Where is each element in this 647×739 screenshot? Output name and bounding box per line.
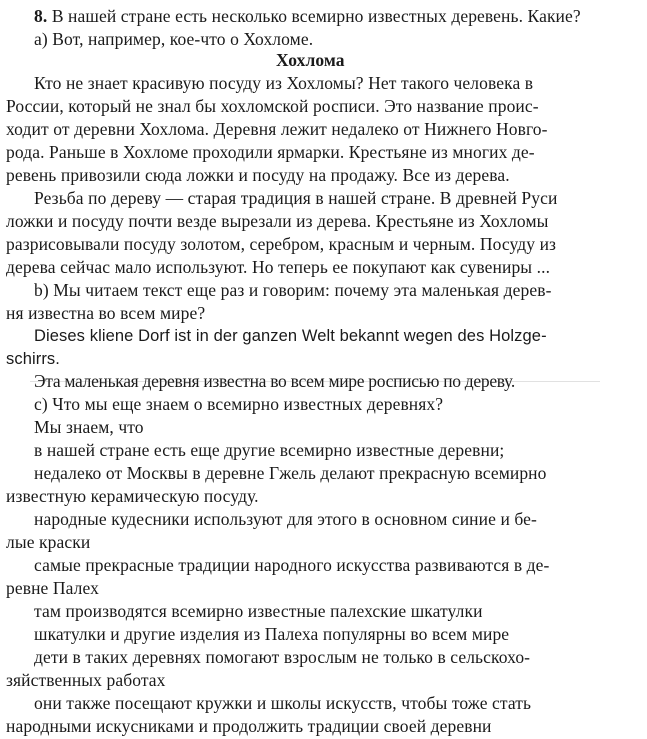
fact-item: в нашей стране есть еще другие всемирно известные деревни; — [34, 440, 505, 460]
part-a-intro: а) Вот, например, кое-что о Хохломе. — [34, 29, 314, 49]
fact-item: недалеко от Москвы в деревне Гжель делают прекрасную всемирно — [34, 463, 547, 483]
fact-item-continued: ревне Палех — [6, 578, 99, 598]
fact-item: там производятся всемирно известные палехские шкатулки — [34, 601, 483, 621]
paragraph-1-line: ревень привозили сюда ложки и посуду на продажу. Все из дерева. — [6, 165, 510, 185]
german-answer-line: Dieses kliene Dorf ist in der ganzen Welt bekannt wegen des Holzge- — [34, 327, 547, 345]
paragraph-2-line: дерева сейчас мало используют. Но теперь ее покупают как сувениры ... — [6, 257, 551, 277]
fact-item-continued: зяйственных работах — [6, 670, 166, 690]
fact-item: народные кудесники используют для этого в основном синие и бе- — [34, 509, 537, 529]
paragraph-2-line: разрисовывали посуду золотом, серебром, красным и черным. Посуду из — [6, 234, 557, 254]
part-c-question: c) Что мы еще знаем о всемирно известных деревнях? — [34, 394, 444, 414]
part-b-line: ня известна во всем мире? — [6, 303, 206, 323]
we-know-lead: Мы знаем, что — [34, 417, 144, 437]
text-title: Хохлома — [276, 50, 345, 70]
fact-item-continued: народными искусниками и продолжить традиции своей деревни — [6, 716, 492, 736]
german-answer-line: schirrs. — [6, 350, 60, 368]
russian-answer: Эта маленькая деревня известна во всем мире росписью по дереву. — [34, 371, 515, 391]
task-question: В нашей стране есть несколько всемирно известных деревень. Какие? — [51, 6, 581, 26]
paragraph-1-line: России, который не знал бы хохломской росписи. Это название проис- — [6, 96, 539, 116]
paragraph-1-line: ходит от деревни Хохлома. Деревня лежит недалеко от Нижнего Новго- — [6, 119, 548, 139]
paragraph-2-line: ложки и посуду почти везде вырезали из дерева. Крестьяне из Хохломы — [6, 211, 549, 231]
task-heading — [34, 5, 581, 27]
fact-item: самые прекрасные традиции народного искусства развиваются в де- — [34, 555, 550, 575]
task-number: 8. — [34, 6, 48, 26]
fact-item-continued: известную керамическую посуду. — [6, 486, 259, 506]
paragraph-2-line: Резьба по дереву — старая традиция в нашей стране. В древней Руси — [34, 188, 558, 208]
fact-item: шкатулки и другие изделия из Палеха популярны во всем мире — [34, 624, 510, 644]
fact-item: они также посещают кружки и школы искусств, чтобы тоже стать — [34, 693, 532, 713]
fact-item-continued: лые краски — [6, 532, 91, 552]
scan-streak — [30, 381, 600, 382]
part-b-line: b) Мы читаем текст еще раз и говорим: почему эта маленькая дерев- — [34, 280, 552, 300]
paragraph-1-line: рода. Раньше в Хохломе проходили ярмарки. Крестьяне из многих де- — [6, 142, 535, 162]
paragraph-1-line: Кто не знает красивую посуду из Хохломы? Нет такого человека в — [34, 73, 534, 93]
fact-item: дети в таких деревнях помогают взрослым не только в сельскохо- — [34, 647, 531, 667]
